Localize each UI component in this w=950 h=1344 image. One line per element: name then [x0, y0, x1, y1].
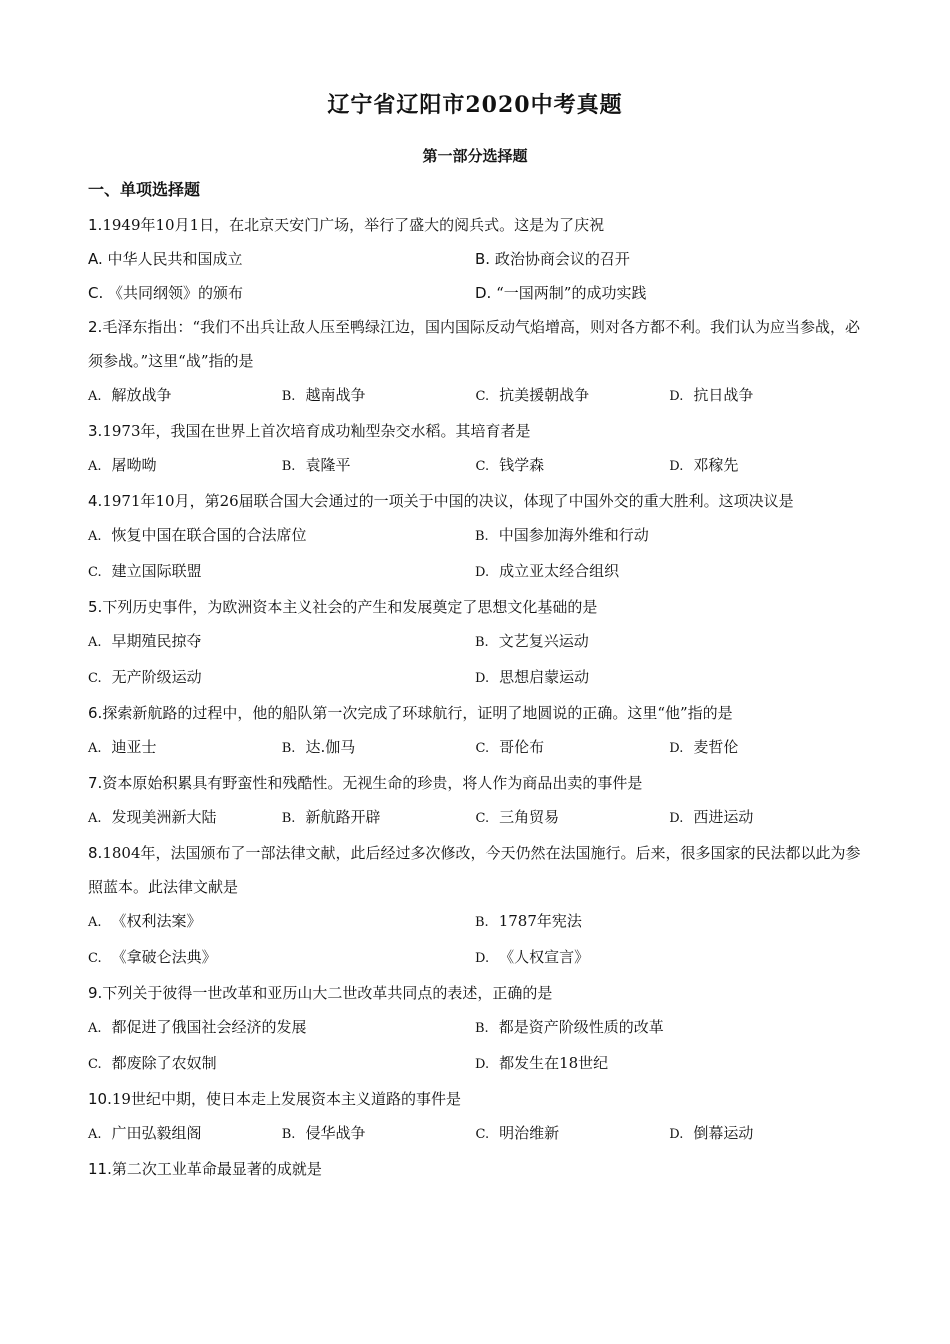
option-a: [88, 518, 475, 554]
option-c: [88, 1046, 475, 1082]
option-row: [88, 378, 863, 414]
question-3: [88, 414, 863, 448]
question-6: [88, 696, 863, 730]
option-text: 广田弘毅组阁: [111, 1124, 202, 1142]
option-letter: B.: [475, 1021, 489, 1036]
option-text: 《拿破仑法典》: [111, 948, 217, 966]
option-text: 中国参加海外维和行动: [498, 526, 649, 544]
option-d: [475, 660, 862, 696]
question-number: 1.: [88, 216, 103, 234]
question-number: 4.: [88, 492, 103, 510]
question-10: [88, 1082, 863, 1116]
option-letter: C.: [475, 811, 490, 826]
option-letter: D.: [475, 671, 490, 686]
option-text: 袁隆平: [305, 456, 351, 474]
option-b: [282, 800, 476, 836]
option-c: [476, 800, 670, 836]
option-letter: D.: [475, 284, 492, 302]
option-text: 建立国际联盟: [111, 562, 202, 580]
option-a: [88, 378, 282, 414]
question-2: [88, 310, 863, 378]
option-b: [282, 1116, 476, 1152]
option-text: 《权利法案》: [111, 912, 202, 930]
option-b: [282, 448, 476, 484]
option-letter: B.: [475, 915, 489, 930]
option-letter: B.: [475, 635, 489, 650]
option-text: 麦哲伦: [693, 738, 739, 756]
option-text: 解放战争: [111, 386, 172, 404]
option-row: [88, 624, 863, 660]
option-c: [476, 730, 670, 766]
option-row: [88, 904, 863, 940]
option-letter: C.: [88, 284, 104, 302]
option-text: 倒幕运动: [693, 1124, 754, 1142]
option-row: [88, 1046, 863, 1082]
option-b: [475, 1010, 862, 1046]
option-text: 中华人民共和国成立: [107, 250, 243, 268]
option-letter: D.: [475, 1057, 490, 1072]
option-letter: B.: [281, 389, 296, 404]
option-d: [669, 800, 863, 836]
option-d: [475, 554, 862, 590]
option-a: [88, 448, 282, 484]
question-text: 资本原始积累具有野蛮性和残酷性。无视生命的珍贵，将人作为商品出卖的事件是: [102, 774, 643, 792]
option-letter: B.: [475, 250, 491, 268]
option-letter: D.: [669, 811, 684, 826]
question-text: 1973年，我国在世界上首次培育成功籼型杂交水稻。其培育者是: [102, 422, 531, 440]
option-letter: C.: [475, 459, 490, 474]
option-c: [476, 1116, 670, 1152]
option-c: [476, 378, 670, 414]
question-number: 11.: [88, 1160, 112, 1178]
option-a: [88, 800, 282, 836]
option-b: [282, 730, 476, 766]
option-text: 都废除了农奴制: [111, 1054, 217, 1072]
question-1: [88, 208, 863, 242]
page-title: 辽宁省辽阳市2020中考真题: [327, 92, 623, 118]
option-text: 早期殖民掠夺: [111, 632, 202, 650]
option-row: [88, 730, 863, 766]
option-a: [88, 624, 475, 660]
question-4: [88, 484, 863, 518]
option-letter: A.: [88, 529, 102, 544]
option-text: 抗日战争: [693, 386, 754, 404]
question-11: [88, 1152, 863, 1186]
option-letter: B.: [281, 1127, 296, 1142]
option-text: 侵华战争: [305, 1124, 366, 1142]
option-letter: B.: [281, 741, 296, 756]
question-number: 6.: [88, 704, 103, 722]
section-heading: 一、单项选择题: [88, 180, 201, 199]
option-text: 《人权宣言》: [499, 948, 590, 966]
option-letter: A.: [88, 1127, 102, 1142]
option-letter: A.: [88, 915, 102, 930]
option-b: [475, 518, 862, 554]
question-7: [88, 766, 863, 800]
option-letter: C.: [88, 951, 102, 966]
question-number: 2.: [88, 318, 103, 336]
option-text: 钱学森: [499, 456, 545, 474]
question-text: 下列历史事件，为欧洲资本主义社会的产生和发展奠定了思想文化基础的是: [102, 598, 598, 616]
question-text: 19世纪中期，使日本走上发展资本主义道路的事件是: [111, 1090, 461, 1108]
option-d: [475, 940, 862, 976]
option-text: 《共同纲领》的颁布: [108, 284, 244, 302]
option-text: 西进运动: [693, 808, 754, 826]
option-letter: A.: [88, 459, 102, 474]
question-text: 1949年10月1日，在北京天安门广场，举行了盛大的阅兵式。这是为了庆祝: [102, 216, 605, 234]
option-row: [88, 940, 863, 976]
option-b: [475, 624, 862, 660]
option-text: 政治协商会议的召开: [494, 250, 630, 268]
option-row: [88, 660, 863, 696]
question-number: 9.: [88, 984, 103, 1002]
option-a: [88, 242, 475, 276]
option-text: 新航路开辟: [305, 808, 381, 826]
question-text: 1804年，法国颁布了一部法律文献，此后经过多次修改，今天仍然在法国施行。后来，很多国家的民法都以此为参照蓝本。此法律文献是: [88, 844, 861, 896]
option-b: [475, 242, 862, 276]
option-c: [88, 660, 475, 696]
question-number: 8.: [88, 844, 103, 862]
option-letter: D.: [475, 565, 490, 580]
option-text: 1787年宪法: [498, 912, 582, 930]
question-number: 5.: [88, 598, 103, 616]
option-a: [88, 1010, 475, 1046]
option-text: 哥伦布: [499, 738, 545, 756]
option-d: [669, 730, 863, 766]
option-text: 都是资产阶级性质的改革: [498, 1018, 664, 1036]
option-text: 屠呦呦: [111, 456, 157, 474]
option-text: 抗美援朝战争: [499, 386, 590, 404]
option-c: [88, 554, 475, 590]
question-list: [88, 208, 863, 1186]
option-d: [669, 378, 863, 414]
option-row: [88, 1010, 863, 1046]
question-number: 3.: [88, 422, 103, 440]
question-text: 第二次工业革命最显著的成就是: [111, 1160, 322, 1178]
option-letter: D.: [669, 459, 684, 474]
option-text: “一国两制”的成功实践: [496, 284, 647, 302]
option-text: 成立亚太经合组织: [499, 562, 620, 580]
option-letter: A.: [88, 1021, 102, 1036]
question-number: 10.: [88, 1090, 112, 1108]
option-d: [669, 1116, 863, 1152]
option-letter: B.: [281, 459, 296, 474]
option-a: [88, 730, 282, 766]
question-number: 7.: [88, 774, 103, 792]
option-letter: D.: [669, 1127, 684, 1142]
option-letter: A.: [88, 741, 102, 756]
question-text: 下列关于彼得一世改革和亚历山大二世改革共同点的表述，正确的是: [102, 984, 553, 1002]
option-text: 迪亚士: [111, 738, 157, 756]
option-text: 三角贸易: [499, 808, 560, 826]
option-letter: C.: [88, 1057, 102, 1072]
option-letter: B.: [475, 529, 489, 544]
option-letter: C.: [88, 565, 102, 580]
option-row: [88, 800, 863, 836]
option-text: 明治维新: [499, 1124, 560, 1142]
question-9: [88, 976, 863, 1010]
option-d: [669, 448, 863, 484]
question-text: 探索新航路的过程中，他的船队第一次完成了环球航行，证明了地圆说的正确。这里“他”指的是: [102, 704, 733, 722]
option-letter: C.: [475, 1127, 490, 1142]
option-letter: A.: [88, 389, 102, 404]
option-row: [88, 242, 863, 276]
option-letter: C.: [475, 741, 490, 756]
option-b: [475, 904, 862, 940]
question-5: [88, 590, 863, 624]
option-d: [475, 276, 862, 310]
option-row: [88, 276, 863, 310]
option-text: 发现美洲新大陆: [111, 808, 217, 826]
option-text: 思想启蒙运动: [499, 668, 590, 686]
option-text: 恢复中国在联合国的合法席位: [111, 526, 307, 544]
option-text: 都促进了俄国社会经济的发展: [111, 1018, 307, 1036]
option-a: [88, 1116, 282, 1152]
part-heading: 第一部分选择题: [422, 147, 528, 165]
option-text: 无产阶级运动: [111, 668, 202, 686]
option-row: [88, 1116, 863, 1152]
option-c: [476, 448, 670, 484]
question-text: 毛泽东指出：“我们不出兵让敌人压至鸭绿江边，国内国际反动气焰增高，则对各方都不利。我们认为应当参战，必须参战。”这里“战”指的是: [88, 318, 860, 370]
option-letter: D.: [475, 951, 490, 966]
option-letter: C.: [475, 389, 490, 404]
option-b: [282, 378, 476, 414]
option-text: 邓稼先: [693, 456, 739, 474]
option-text: 文艺复兴运动: [498, 632, 589, 650]
option-letter: D.: [669, 741, 684, 756]
option-row: [88, 448, 863, 484]
option-text: 达.伽马: [305, 738, 356, 756]
option-letter: B.: [281, 811, 296, 826]
option-letter: D.: [669, 389, 684, 404]
option-letter: A.: [88, 811, 102, 826]
option-d: [475, 1046, 862, 1082]
option-letter: A.: [88, 250, 103, 268]
option-row: [88, 554, 863, 590]
option-letter: A.: [88, 635, 102, 650]
option-row: [88, 518, 863, 554]
question-8: [88, 836, 863, 904]
option-c: [88, 940, 475, 976]
option-a: [88, 904, 475, 940]
option-letter: C.: [88, 671, 102, 686]
option-text: 越南战争: [305, 386, 366, 404]
question-text: 1971年10月，第26届联合国大会通过的一项关于中国的决议，体现了中国外交的重大胜利。这项决议是: [102, 492, 794, 510]
option-c: [88, 276, 475, 310]
option-text: 都发生在18世纪: [499, 1054, 609, 1072]
